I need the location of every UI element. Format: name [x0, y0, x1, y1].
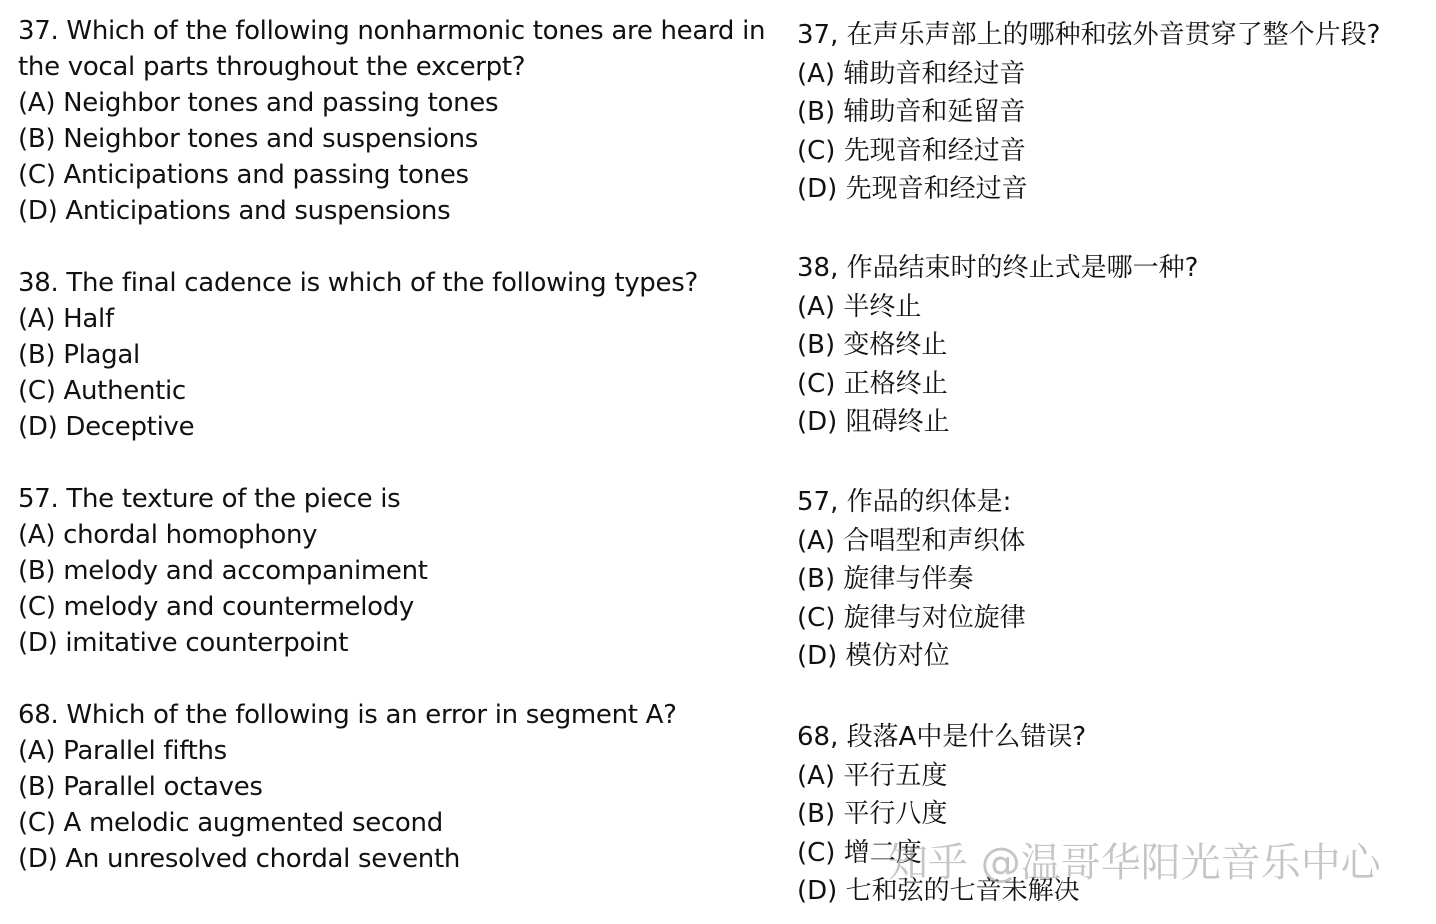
question-text: 38, 作品结束时的终止式是哪一种? — [797, 253, 1199, 283]
option-a: (A) 辅助音和经过音 — [797, 58, 1026, 89]
option-d: (D) Deceptive — [18, 412, 195, 442]
question-text: 37. Which of the following nonharmonic tones are heard in — [18, 16, 766, 46]
question-57-zh — [797, 483, 1026, 676]
option-c: (C) 增二度 — [797, 837, 922, 868]
option-b: (B) melody and accompaniment — [18, 556, 428, 586]
option-a: (A) Neighbor tones and passing tones — [18, 88, 499, 118]
option-a: (A) Half — [18, 304, 114, 334]
question-38-zh — [797, 249, 1198, 442]
question-text: 68, 段落A中是什么错误? — [797, 722, 1087, 752]
question-38-en — [18, 265, 698, 445]
option-d: (D) 模仿对位 — [797, 641, 950, 671]
question-text: 57, 作品的织体是: — [797, 487, 1012, 517]
option-c: (C) A melodic augmented second — [18, 808, 443, 838]
option-d: (D) 先现音和经过音 — [797, 174, 1028, 204]
question-text-cont: the vocal parts throughout the excerpt? — [18, 52, 526, 82]
option-b: (B) Neighbor tones and suspensions — [18, 124, 479, 154]
option-a: (A) chordal homophony — [18, 520, 318, 550]
option-d: (D) imitative counterpoint — [18, 628, 349, 658]
question-57-en — [18, 481, 428, 661]
option-a: (A) 合唱型和声织体 — [797, 525, 1026, 556]
option-b: (B) Plagal — [18, 340, 140, 370]
option-a: (A) 平行五度 — [797, 760, 948, 791]
option-a: (A) 半终止 — [797, 291, 922, 322]
option-b: (B) 旋律与伴奏 — [797, 564, 974, 594]
question-text: 68. Which of the following is an error in segment A? — [18, 700, 677, 730]
question-37-en — [18, 13, 765, 229]
question-text: 57. The texture of the piece is — [18, 484, 401, 514]
option-c: (C) Authentic — [18, 376, 186, 406]
option-a: (A) Parallel fifths — [18, 736, 227, 766]
option-d: (D) Anticipations and suspensions — [18, 196, 451, 226]
option-c: (C) 旋律与对位旋律 — [797, 602, 1026, 633]
question-68-zh — [797, 718, 1086, 911]
question-text: 37, 在声乐声部上的哪种和弦外音贯穿了整个片段? — [797, 20, 1381, 50]
zhihu-watermark: 知乎 @温哥华阳光音乐中心 — [888, 840, 1381, 886]
question-68-en — [18, 697, 677, 877]
option-c: (C) 正格终止 — [797, 368, 948, 399]
option-d: (D) 七和弦的七音未解决 — [797, 876, 1080, 906]
option-c: (C) 先现音和经过音 — [797, 135, 1026, 166]
option-b: (B) Parallel octaves — [18, 772, 263, 802]
option-c: (C) melody and countermelody — [18, 592, 415, 622]
option-b: (B) 平行八度 — [797, 799, 948, 829]
option-c: (C) Anticipations and passing tones — [18, 160, 469, 190]
option-b: (B) 辅助音和延留音 — [797, 97, 1026, 127]
option-b: (B) 变格终止 — [797, 330, 948, 360]
question-37-zh — [797, 16, 1380, 209]
option-d: (D) 阻碍终止 — [797, 407, 950, 437]
question-text: 38. The final cadence is which of the following types? — [18, 268, 698, 298]
option-d: (D) An unresolved chordal seventh — [18, 844, 461, 874]
